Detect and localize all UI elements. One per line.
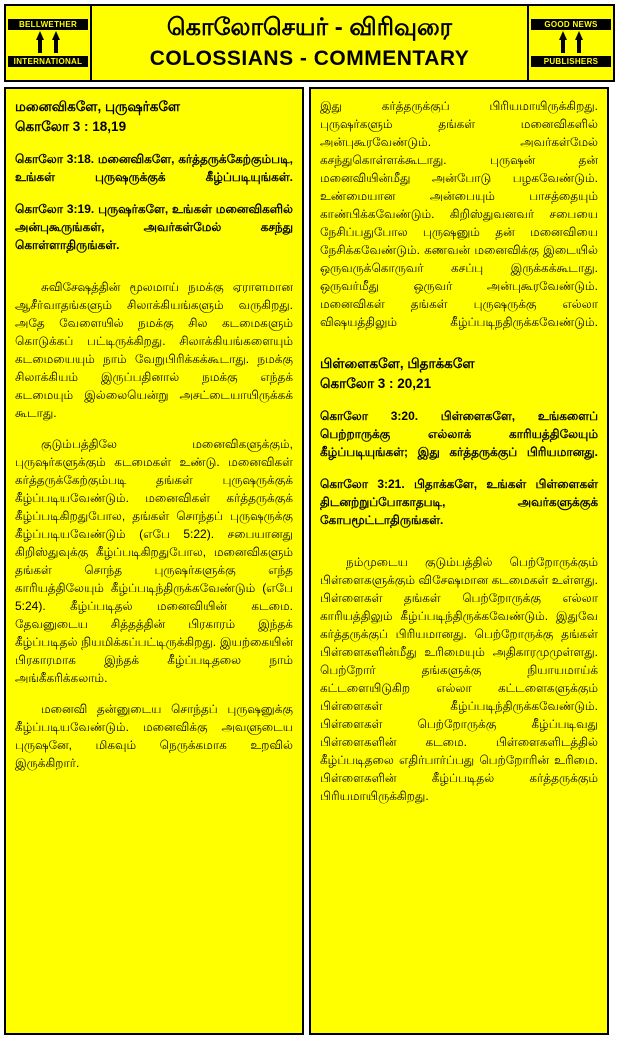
left-column <box>4 87 304 1035</box>
bellwether-international-logo <box>6 6 92 80</box>
right-section-heading: பிள்ளைகளே, பிதாக்களே கொலோ 3 : 20,21 <box>320 356 475 391</box>
page-title <box>92 6 527 80</box>
right-paragraph-1: இது கர்த்தருக்குப் பிரியமாயிருக்கிறது. புருஷர்களும் தங்கள் மனைவிகளில் அன்புகூரவேண்டும். அவர்கள்மேல் கசந்துகொள்ளக்கூடாது. புருஷன் தன் மனைவியின்மீது அன்போடு பழகவேண்டும். உண்மையான அன்பையும் பாசத்தையும் காண்பிக்கவேண்டும். கிறிஸ்துவனவர் சபையை நேசிப்பதுபோல புருஷனும் தன் மனைவியை நேசிக்கவேண்டும். கணவன் மனைவிக்கு இடையில் ஒருவருக்கொருவர் கசப்பு இருக்கக்கூடாது. ஒருவர்மீது ஒருவர் அன்புகூரவேண்டும். மனைவிகள் தங்கள் புருஷருக்கு எல்லா விஷயத்திலும் கீழ்ப்படிநதிருக்கவேண்டும். <box>320 99 598 329</box>
torch-icon <box>8 30 88 54</box>
right-paragraph-2: நம்முடைய குடும்பத்தில் பெற்றோருக்கும் பிள்ளைகளுக்கும் விசேஷமான கடமைகள் உள்ளது. பிள்ளைகள் தங்கள் பெற்றோருக்கு எல்லா காரியத்திலும் கீழ்ப்படிந்திருக்கவேண்டும். இதுவே கர்த்தருக்குப் பிரியமானது. பெற்றோருக்கு தங்கள் பிள்ளைகளின்மீது உரிமையும் அதிகாரமுமுள்ளது. பெற்றோர் தங்களுக்கு நியாயமாய்க் கட்டளையிடுகிற எல்லா கட்டளைகளுக்கும் பிள்ளைகள் கீழ்ப்படிந்திருக்கவேண்டும். பிள்ளைகள் பெற்றோருக்கு கீழ்ப்படிவது பிள்ளைகளின் கடமை. பிள்ளைகளிடத்தில் கீழ்ப்படிதலை எதிர்பார்ப்பது பெற்றோரின் உரிமை. பிள்ளைகளின் கீழ்ப்படிதல் கர்த்தருக்கும் பிரியமாயிருக்கிறது. <box>320 555 598 804</box>
verse-reference-3-20: கொலோ 3:20. பிள்ளைகளே, உங்களைப் பெற்றாருக்கு எல்லாக் காரியத்திலேயும் கீழ்ப்படியுங்கள்; இது கர்த்தருக்குப் பிரியமானது. <box>320 409 598 460</box>
verse-reference-3-18: கொலோ 3:18. மனைவிகளே, கர்த்தருக்கேற்கும்படி, உங்கள் புருஷருக்குக் கீழ்ப்படியுங்கள். <box>15 152 293 185</box>
title-tamil: கொலோசெயர் - விரிவுரை <box>166 13 453 41</box>
right-column <box>309 87 609 1035</box>
page-header <box>4 4 615 82</box>
good-news-logo-line2: PUBLISHERS <box>531 56 611 67</box>
body-columns <box>4 87 615 1035</box>
bellwether-logo-line2: INTERNATIONAL <box>8 56 88 67</box>
left-section-heading: மனைவிகளே, புருஷர்களே கொலோ 3 : 18,19 <box>15 99 181 134</box>
torch-icon <box>531 30 611 54</box>
good-news-publishers-logo <box>527 6 613 80</box>
verse-reference-3-21: கொலோ 3:21. பிதாக்களே, உங்கள் பிள்ளைகள் திடனற்றுப்போகாதபடி, அவர்களுக்குக் கோபமூட்டாதிருங்கள். <box>320 477 598 528</box>
left-paragraph-1: சுவிசேஷத்தின் மூலமாய் நமக்கு ஏராளமான ஆசீர்வாதங்களும் சிலாக்கியங்களும் வருகிறது. அதே வேளையில் நமக்கு சில கடமைகளும் கொடுக்கப் பட்டிருக்கிறது. சிலாக்கியங்களையும் கடமையையும் நாம் வேறுபிரிக்கக்கூடாது. நமக்கு சிலாக்கியம் இருப்பதினால் நமக்கு எந்தக் கடமையும் இல்லையென்று அசட்டையாயிருக்கக் கூடாது. <box>15 280 293 421</box>
left-paragraph-3: மனைவி தன்னுடைய சொந்தப் புருஷனுக்கு கீழ்ப்படியவேண்டும். மனைவிக்கு அவளுடைய புருஷனே, மிகவும் நெருக்கமாக உறவில் இருக்கிறார். <box>15 702 293 771</box>
verse-reference-3-19: கொலோ 3:19. புருஷர்களே, உங்கள் மனைவிகளில் அன்புகூருங்கள், அவர்கள்மேல் கசந்து கொள்ளாதிருங்கள். <box>15 202 293 253</box>
title-english: COLOSSIANS - COMMENTARY <box>149 47 470 71</box>
bellwether-logo-line1: BELLWETHER <box>8 19 88 30</box>
good-news-logo-line1: GOOD NEWS <box>531 19 611 30</box>
left-paragraph-2: குடும்பத்திலே மனைவிகளுக்கும், புருஷர்களுக்கும் கடமைகள் உண்டு. மனைவிகள் கர்த்தருக்கேற்கும்படி தங்கள் புருஷருக்குக் கீழ்ப்படியவேண்டும். மனைவிகள் கர்த்தருக்குக் கீழ்ப்படிகிறதுபோல, தங்கள் சொந்தப் புருஷருக்கு கீழ்ப்படியவேண்டும் (எபே 5:22). சபையானது கிறிஸ்துவுக்கு கீழ்ப்படிகிறதுபோல, மனைவிகளும் தங்கள் சொந்த புருஷர்களுக்கு எந்த காரியத்திலேயும் கீழ்ப்படிந்திருக்கவேண்டும் (எபே 5:24). கீழ்ப்படிதல் மனைவியின் கடமை. தேவனுடைய சித்தத்தின் பிரகாரம் இந்தக் கீழ்ப்படிதல் நியமிக்கப்பட்டிருக்கிறது. இயற்கையின் பிரகாரமாக இந்தக் கீழ்ப்படிதலை நாம் அங்கீகரிக்கலாம். <box>15 437 293 686</box>
